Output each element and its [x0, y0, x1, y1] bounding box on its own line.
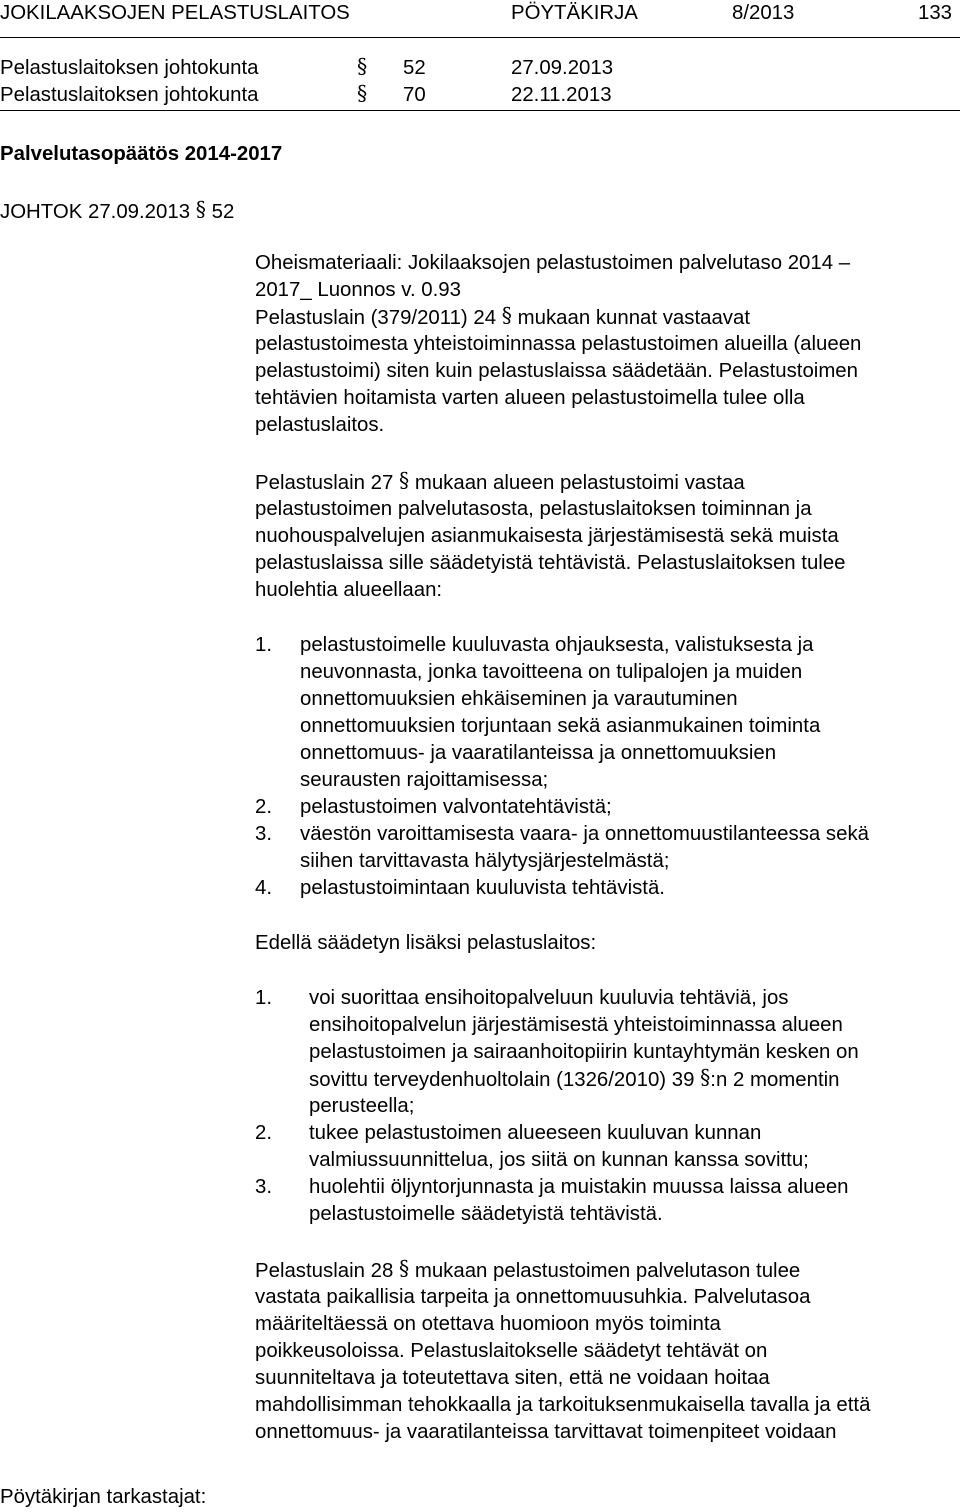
document-number: 8/2013: [732, 2, 795, 24]
paragraph-1: Pelastuslain (379/2011) 24 § mukaan kunnat vastaavat pelastustoimesta yhteistoiminnassa pelastustoimen alueilla (alueen pelastustoimi) siten kuin pelastuslaissa säädetään. Pelastustoimen tehtävien hoitamista varten alueen pelastustoimella tulee olla pelastuslaitos.: [255, 303, 862, 436]
list-item: 3. huolehtii öljyntorjunnasta ja muistakin muussa laissa alueen: [255, 1176, 849, 1198]
section-symbol: §: [357, 81, 368, 105]
list2-intro: Edellä säädetyn lisäksi pelastuslaitos:: [255, 932, 597, 954]
decision-title: Palvelutasopäätös 2014-2017: [0, 143, 283, 165]
header-rule: [0, 37, 960, 38]
paragraph-2: Pelastuslain 27 § mukaan alueen pelastustoimi vastaa pelastustoimen palvelutasosta, pelastuslaitoksen toiminnan ja nuohouspalvelujen asianmukaisesta järjestämisestä sekä muista pelastuslaissa sille säädetyistä tehtävistä. Pelastuslaitoksen tulee huolehtia alueellaan:: [255, 468, 846, 601]
meeting-section: 52: [403, 57, 426, 79]
document-type: PÖYTÄKIRJA: [511, 2, 638, 24]
meetings-rule: [0, 110, 960, 111]
list-item-continuation: sovittu terveydenhuoltolain (1326/2010) 39 §:n 2 momentin: [309, 1065, 840, 1091]
additional-duties-list: [255, 985, 955, 1228]
list-item-continuation: ensihoitopalvelun järjestämisestä yhteistoiminnassa alueen: [309, 1014, 843, 1036]
list-item: 1. pelastustoimelle kuuluvasta ohjauksesta, valistuksesta ja: [255, 634, 814, 656]
list-item-continuation: valmiussuunnittelua, jos siitä on kunnan kanssa sovittu;: [309, 1149, 809, 1171]
reviewers-label: Pöytäkirjan tarkastajat:: [0, 1486, 207, 1508]
list-item-continuation: perusteella;: [309, 1095, 415, 1117]
meeting-body: Pelastuslaitoksen johtokunta: [0, 84, 259, 106]
page-number: 133: [918, 2, 953, 24]
meeting-reference: JOHTOK 27.09.2013 § 52: [0, 197, 235, 223]
list-item-continuation: pelastustoimelle säädetyistä tehtävistä.: [309, 1203, 663, 1225]
duties-list: [255, 632, 955, 902]
list-item-continuation: onnettomuuksien ehkäiseminen ja varautuminen: [300, 688, 738, 710]
list-item-continuation: pelastustoimen ja sairaanhoitopiirin kuntayhtymän kesken on: [309, 1041, 859, 1063]
meeting-date: 27.09.2013: [511, 57, 614, 79]
attachment-note: Oheismateriaali: Jokilaaksojen pelastustoimen palvelutaso 2014 – 2017_ Luonnos v. 0.93: [255, 252, 851, 301]
list-item: 1. voi suorittaa ensihoitopalveluun kuuluvia tehtäviä, jos: [255, 987, 789, 1009]
meeting-date: 22.11.2013: [511, 84, 612, 106]
list-item: 2. tukee pelastustoimen alueeseen kuuluvan kunnan: [255, 1122, 762, 1144]
meeting-section: 70: [403, 84, 426, 106]
list-item-continuation: seurausten rajoittamisessa;: [300, 769, 549, 791]
list-item-continuation: onnettomuus- ja vaaratilanteissa ja onnettomuuksien: [300, 742, 777, 764]
list-item: 3. väestön varoittamisesta vaara- ja onnettomuustilanteessa sekä: [255, 823, 869, 845]
section-symbol: §: [357, 54, 368, 78]
list-item: 4. pelastustoimintaan kuuluvista tehtävistä.: [255, 877, 665, 899]
organization-name: JOKILAAKSOJEN PELASTUSLAITOS: [0, 2, 350, 24]
list-item-continuation: neuvonnasta, jonka tavoitteena on tulipalojen ja muiden: [300, 661, 803, 683]
list-item: 2. pelastustoimen valvontatehtävistä;: [255, 796, 612, 818]
list-item-continuation: siihen tarvittavasta hälytysjärjestelmästä;: [300, 850, 670, 872]
paragraph-3: Pelastuslain 28 § mukaan pelastustoimen palvelutason tulee vastata paikallisia tarpeita ja onnettomuusuhkia. Palvelutasoa määriteltäessä on otettava huomioon myös toiminta poikkeusoloissa. Pelastuslaitokselle säädetyt tehtävät on suunniteltava ja toteutettava siten, että ne voidaan hoitaa mahdollisimman tehokkaalla ja tarkoituksenmukaisella tavalla ja että onnettomuus- ja vaaratilanteissa tarvittavat toimenpiteet voidaan: [255, 1256, 871, 1443]
list-item-continuation: onnettomuuksien torjuntaan sekä asianmukainen toiminta: [300, 715, 821, 737]
meeting-body: Pelastuslaitoksen johtokunta: [0, 57, 259, 79]
